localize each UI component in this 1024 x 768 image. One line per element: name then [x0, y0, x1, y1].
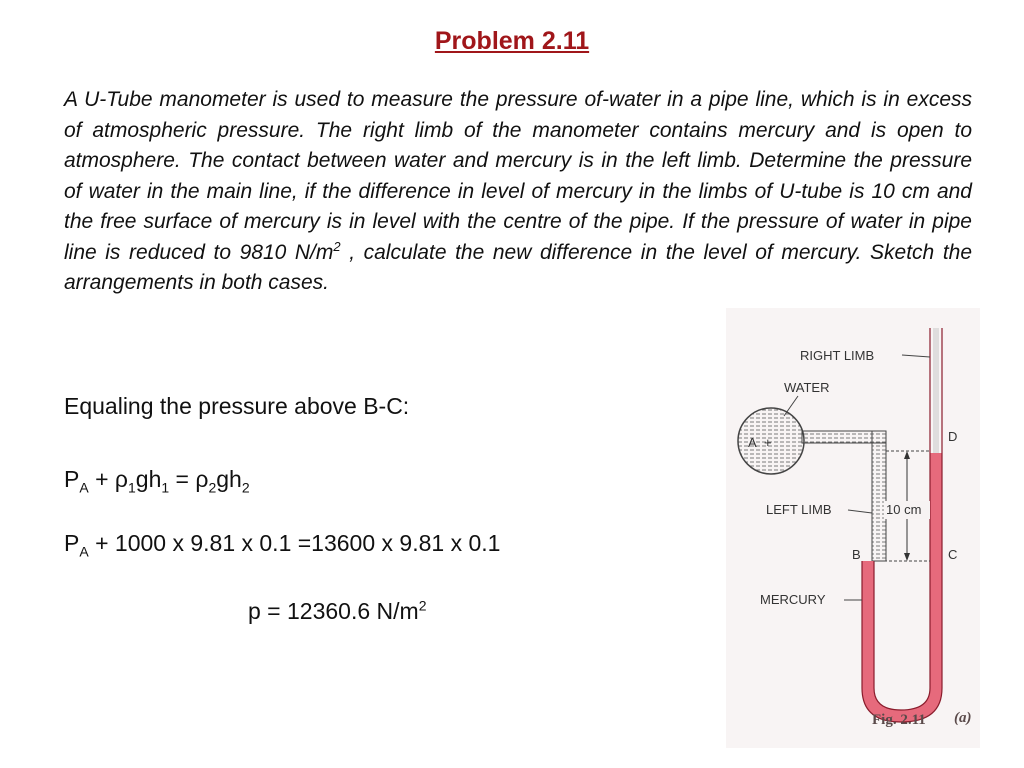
label-mercury: MERCURY [760, 592, 826, 607]
equation-2: $P_A + 1000$ x 9.81 x 0.1 =13600 x 9.81 x 0.1 [64, 530, 501, 560]
label-a: A [748, 435, 757, 450]
problem-superscript: 2 [333, 238, 341, 254]
label-water: WATER [784, 380, 830, 395]
left-limb-water [872, 431, 886, 561]
solution-heading: Equaling the pressure above B-C: [64, 393, 410, 419]
label-right-limb: RIGHT LIMB [800, 348, 875, 363]
manometer-figure [726, 308, 980, 748]
problem-statement [64, 85, 972, 299]
figure-caption-sub: (a) [954, 710, 972, 726]
problem-text-end: , calculate the new difference in the level of mercury. Sketch the arrangements in both cases. [64, 240, 973, 294]
label-left-limb: LEFT LIMB [766, 502, 832, 517]
equation-1: $P_A + \rho_1gh_1 = \rho_2gh_2$ [64, 466, 250, 496]
label-d: D [948, 429, 958, 444]
manometer-diagram [726, 308, 980, 748]
svg-text:+: + [764, 435, 772, 450]
figure-caption: Fig. 2.11 [872, 712, 926, 728]
label-b: B [852, 547, 861, 562]
result-equation: p = 12360.6 $N/m^2$ [248, 597, 427, 624]
label-c: C [948, 547, 958, 562]
problem-text: A U-Tube manometer is used to measure the pressure of-water in a pipe line, which is in excess of atmospheric pressure. The right limb of the manometer contains mercury and is open to atmosphere. The contact between water and mercury is in the left limb. Determine the pressure of water in the main line, if the difference in level of mercury in the limbs of U-tube is 10 cm and the free surface of mercury is in level with the centre of the pipe. If the pressure of water in pipe line is reduced to 9810 N/m [64, 88, 972, 264]
page-title: Problem 2.11 [434, 27, 590, 55]
label-dimension: 10 cm [886, 502, 922, 517]
